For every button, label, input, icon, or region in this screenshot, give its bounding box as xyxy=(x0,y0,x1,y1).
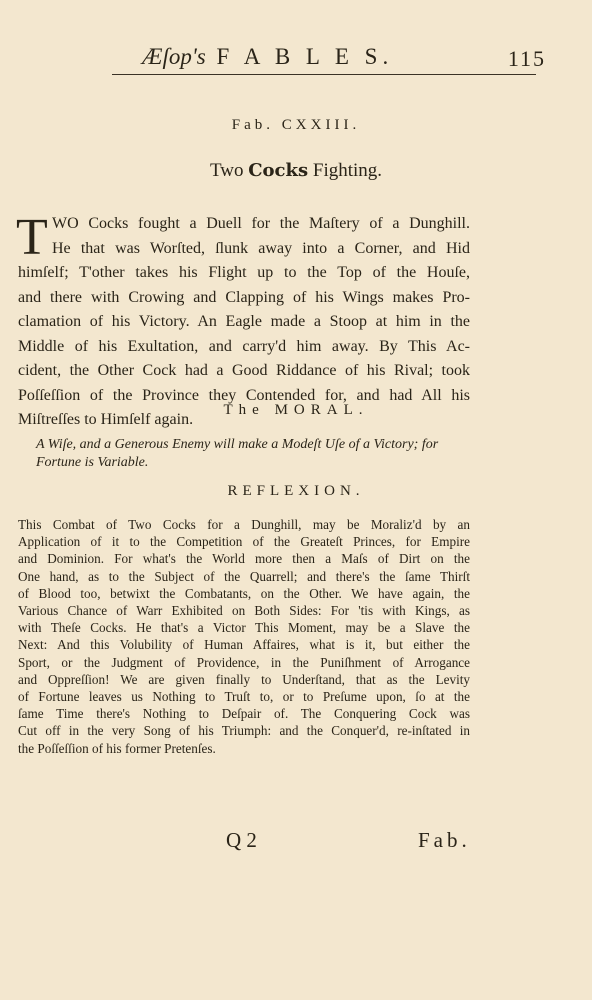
drop-cap: T xyxy=(16,209,48,266)
reflexion-line: the Poſſeſſion of his former Pretenſes. xyxy=(18,740,216,756)
reflexion-line: with Theſe Cocks. He that's a Victor This Moment, may be a Slave the xyxy=(18,620,470,636)
fable-line: Middle of his Exultation, and carry'd him away. By This Ac- xyxy=(18,337,470,355)
reflexion-line: of Fortune leaves us Nothing to Truſt to, or to Preſume upon, ſo at the xyxy=(18,689,470,705)
fable-line: himſelf; T'other takes his Flight up to the Top of the Houſe, xyxy=(18,264,470,281)
fable-line: clamation of his Victory. An Eagle made a Stoop at him in the xyxy=(18,313,470,330)
fable-line: He that was Worſted, ſlunk away into a Corner, and Hid xyxy=(52,239,470,257)
catchword: Fab. xyxy=(418,828,471,852)
reflexion-line: Cut off in the very Song of his Triumph: and the Conquer'd, re-inſtated in xyxy=(18,723,470,739)
fable-title-word-2: Cocks xyxy=(248,160,309,181)
reflexion-line: ſame Time there's Nothing to Deſpair of. The Conquering Cock was xyxy=(18,706,470,722)
fable-line: cident, the Other Cock had a Good Riddance of his Rival; took xyxy=(18,362,470,379)
fable-line: WO Cocks fought a Duell for the Maſtery of a Dunghill. xyxy=(52,215,470,232)
reflexion-line: of Blood too, betwixt the Combatants, on the Other. We have again, the xyxy=(18,585,470,601)
reflexion-line: and Oppreſſion! We are given finally to Underſtand, that as the Levity xyxy=(18,671,470,687)
fable-text xyxy=(16,209,470,433)
running-title-author: Æſop's xyxy=(142,44,206,69)
reflexion-line: Application of it to the Competition of the Greateſt Princes, for Empire xyxy=(18,534,470,550)
running-header xyxy=(112,40,546,75)
fable-title-word-1: Two xyxy=(209,160,244,181)
reflexion-line: Next: And this Volubility of Human Affaires, what is it, but either the xyxy=(18,637,470,653)
running-title-fables: F A B L E S. xyxy=(216,44,394,69)
signature-mark: Q 2 xyxy=(226,828,257,852)
reflexion-text xyxy=(18,516,470,757)
fable-line: Poſſeſſion of the Province they Contended for, and had All his xyxy=(18,386,470,404)
reflexion-line: Sport, or the Judgment of Providence, in the Puniſhment of Arrogance xyxy=(18,654,470,670)
page-number: 115 xyxy=(507,46,546,71)
reflexion-line: One hand, as to the Subject of the Quarrell; and there's the ſame Thirſt xyxy=(18,568,470,584)
reflexion-line: and Dominion. For what's the World more then a Maſs of Dirt on the xyxy=(18,551,470,567)
fable-line: Miſtreſſes to Himſelf again. xyxy=(18,411,194,428)
moral-heading: The MORAL. xyxy=(223,402,369,418)
fable-title-word-3: Fighting. xyxy=(312,160,383,181)
fable-title xyxy=(0,160,592,182)
running-title xyxy=(142,44,393,70)
reflexion-heading: REFLEXION. xyxy=(227,483,365,499)
fable-number: Fab. CXXIII. xyxy=(231,117,361,133)
reflexion-line: This Combat of Two Cocks for a Dunghill, may be Moraliz'd by an xyxy=(18,517,470,532)
moral-text: A Wiſe, and a Generous Enemy will make a Modeſt Uſe of a Victory; for Fortune is Variable. xyxy=(36,437,439,470)
reflexion-line: Various Chance of Warr Exhibited on Both Sides: For 'tis with Kings, as xyxy=(18,603,470,619)
fable-line: and there with Crowing and Clapping of his Wings makes Pro- xyxy=(18,288,470,306)
